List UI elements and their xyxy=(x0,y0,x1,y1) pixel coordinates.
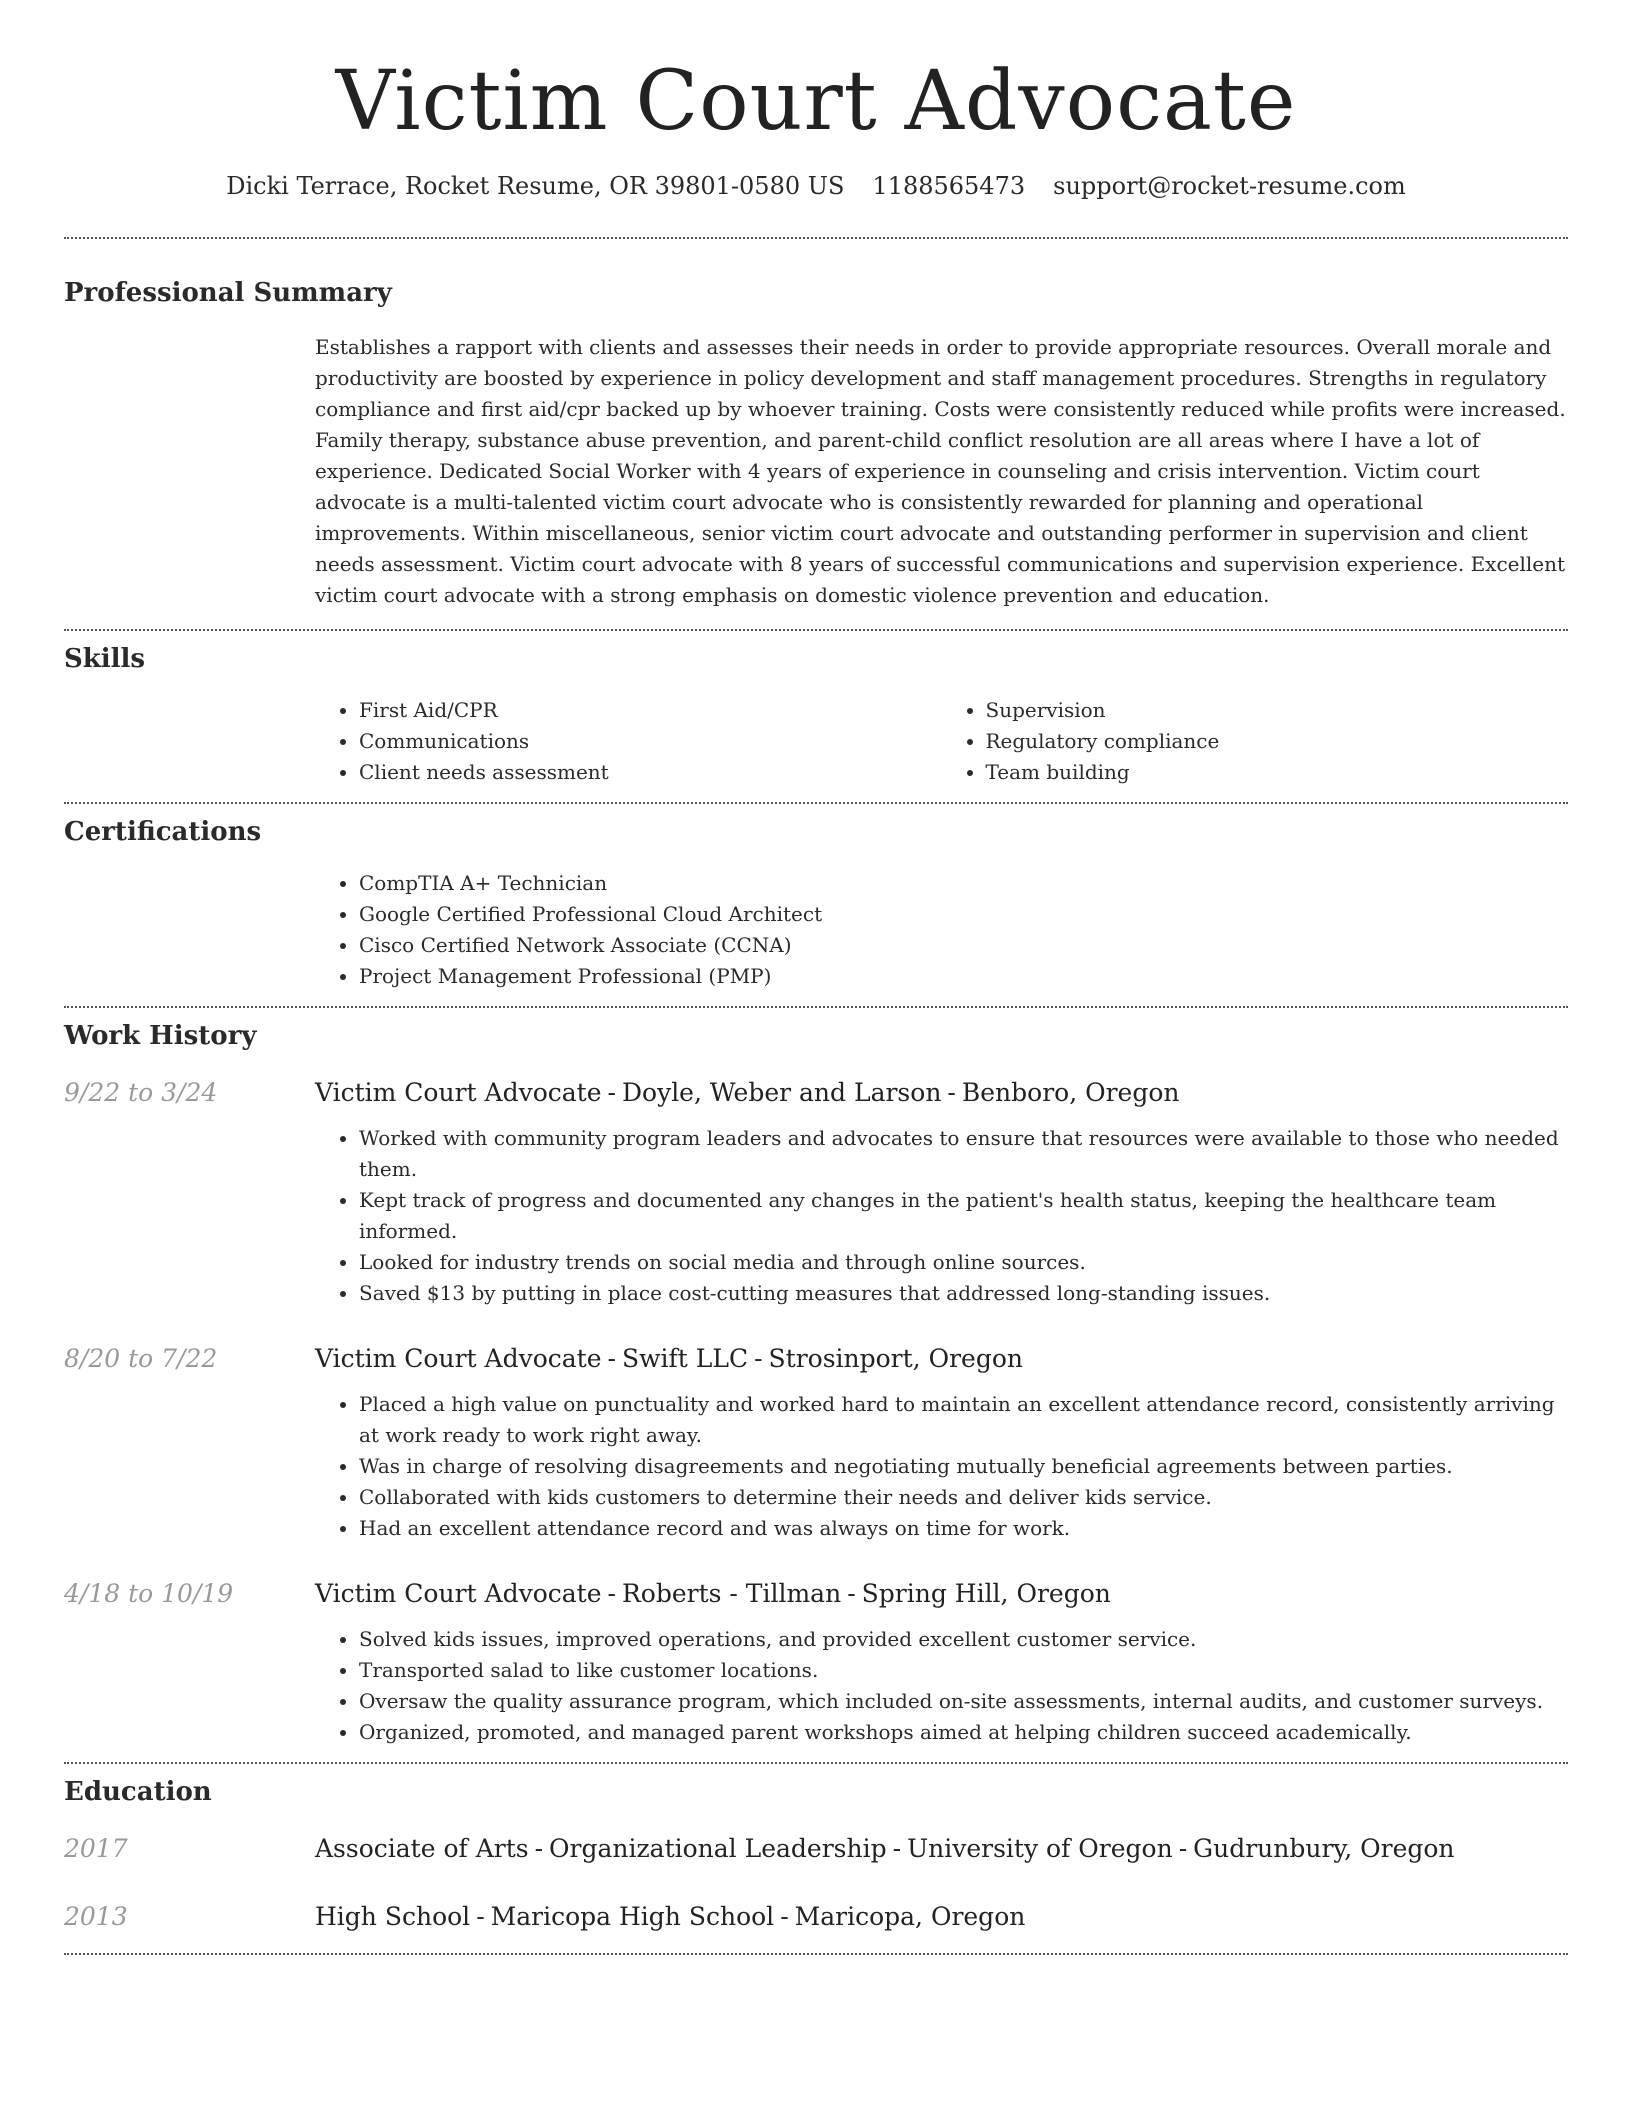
education-year: 2013 xyxy=(64,1902,128,1931)
section-divider xyxy=(64,1762,1568,1764)
section-divider xyxy=(64,237,1568,239)
skills-column-left xyxy=(315,695,942,788)
skill-item: • Client needs assessment xyxy=(359,757,942,788)
certification-item: • CompTIA A+ Technician xyxy=(359,868,1568,899)
skill-item: • Team building xyxy=(986,757,1569,788)
job-entry xyxy=(64,1076,1568,1110)
candidate-name: Victim Court Advocate xyxy=(335,54,1297,149)
education-degree: High School xyxy=(315,1902,471,1931)
separator: - xyxy=(534,1834,544,1863)
education-title xyxy=(315,1832,1455,1866)
job-dates: 9/22 to 3/24 xyxy=(64,1078,218,1107)
job-bullet: • Placed a high value on punctuality and worked hard to maintain an excellent attendance record, consistently arriving at work ready to work right away. xyxy=(359,1389,1568,1451)
separator: - xyxy=(892,1834,902,1863)
job-company: Swift LLC xyxy=(621,1344,749,1373)
job-bullet: • Organized, promoted, and managed parent workshops aimed at helping children succeed academically. xyxy=(359,1717,1568,1748)
education-location: Maricopa, Oregon xyxy=(794,1902,1026,1931)
job-bullet: • Had an excellent attendance record and was always on time for work. xyxy=(359,1513,1568,1544)
skill-item: • Communications xyxy=(359,726,942,757)
education-field: Organizational Leadership xyxy=(549,1834,887,1863)
job-entry xyxy=(64,1577,1568,1611)
separator: - xyxy=(607,1579,616,1608)
job-bullet: • Oversaw the quality assurance program, which included on-site assessments, internal audits, and customer surveys. xyxy=(359,1686,1568,1717)
resume-page xyxy=(64,0,1568,1955)
job-bullets xyxy=(315,1389,1568,1544)
job-location: Spring Hill, Oregon xyxy=(861,1579,1111,1608)
job-bullets xyxy=(315,1123,1568,1309)
skill-item: • Regulatory compliance xyxy=(986,726,1569,757)
job-bullet: • Looked for industry trends on social media and through online sources. xyxy=(359,1247,1568,1278)
job-title xyxy=(315,1076,1180,1110)
job-location: Benboro, Oregon xyxy=(961,1078,1180,1107)
summary-text: Establishes a rapport with clients and assesses their needs in order to provide appropriate resources. Overall morale and productivity are boosted by experience in policy development and staff management procedures. Strengths in regulatory compliance and first aid/cpr backed up by whoever training. Costs were consistently reduced while profits were increased. Family therapy, substance abuse prevention, and parent-child conflict resolution are all areas where I have a lot of experience. Dedicated Social Worker with 4 years of experience in counseling and crisis intervention. Victim court advocate is a multi-talented victim court advocate who is consistently rewarded for planning and operational improvements. Within miscellaneous, senior victim court advocate and outstanding performer in supervision and client needs assessment. Victim court advocate with 8 years of successful communications and supervision experience. Excellent victim court advocate with a strong emphasis on domestic violence prevention and education. xyxy=(315,335,1566,607)
contact-address: Dicki Terrace, Rocket Resume, OR 39801-0580 US xyxy=(226,172,845,200)
section-divider xyxy=(64,1006,1568,1008)
separator: - xyxy=(847,1579,856,1608)
job-bullet: • Worked with community program leaders and advocates to ensure that resources were available to those who needed them. xyxy=(359,1123,1568,1185)
job-bullet: • Solved kids issues, improved operations, and provided excellent customer service. xyxy=(359,1624,1568,1655)
separator: - xyxy=(607,1078,616,1107)
job-bullet: • Saved $13 by putting in place cost-cutting measures that addressed long-standing issues. xyxy=(359,1278,1568,1309)
section-divider xyxy=(64,802,1568,804)
job-bullets xyxy=(315,1624,1568,1748)
education-school: University of Oregon xyxy=(907,1834,1173,1863)
separator: - xyxy=(947,1078,956,1107)
section-divider xyxy=(64,1953,1568,1955)
separator: - xyxy=(780,1902,789,1931)
section-title-summary: Professional Summary xyxy=(64,278,392,308)
job-title xyxy=(315,1577,1111,1611)
job-dates: 4/18 to 10/19 xyxy=(64,1579,234,1608)
job-bullet: • Collaborated with kids customers to determine their needs and deliver kids service. xyxy=(359,1482,1568,1513)
certification-item: • Project Management Professional (PMP) xyxy=(359,961,1568,992)
education-title xyxy=(315,1900,1025,1934)
skills-column-right xyxy=(942,695,1569,788)
education-year: 2017 xyxy=(64,1834,128,1863)
certifications-list xyxy=(315,868,1568,992)
job-location: Strosinport, Oregon xyxy=(768,1344,1023,1373)
contact-email[interactable]: support@rocket-resume.com xyxy=(1053,172,1406,200)
job-bullet: • Was in charge of resolving disagreements and negotiating mutually beneficial agreements between parties. xyxy=(359,1451,1568,1482)
job-bullet: • Transported salad to like customer locations. xyxy=(359,1655,1568,1686)
contact-phone: 1188565473 xyxy=(872,172,1026,200)
separator: - xyxy=(476,1902,485,1931)
job-title xyxy=(315,1342,1023,1376)
separator: - xyxy=(607,1344,616,1373)
certification-item: • Cisco Certified Network Associate (CCNA) xyxy=(359,930,1568,961)
education-entry xyxy=(64,1832,1568,1866)
section-title-skills: Skills xyxy=(64,644,146,674)
education-entry xyxy=(64,1900,1568,1934)
education-degree: Associate of Arts xyxy=(315,1834,529,1863)
job-role: Victim Court Advocate xyxy=(315,1579,602,1608)
separator: - xyxy=(1178,1834,1188,1863)
job-bullet: • Kept track of progress and documented any changes in the patient's health status, keeping the healthcare team informed. xyxy=(359,1185,1568,1247)
certification-item: • Google Certified Professional Cloud Architect xyxy=(359,899,1568,930)
skill-item: • Supervision xyxy=(986,695,1569,726)
education-school: Maricopa High School xyxy=(490,1902,775,1931)
job-role: Victim Court Advocate xyxy=(315,1344,602,1373)
section-title-certifications: Certifications xyxy=(64,817,262,847)
job-entry xyxy=(64,1342,1568,1376)
skill-item: • First Aid/CPR xyxy=(359,695,942,726)
skills-list xyxy=(315,695,1568,788)
contact-line xyxy=(64,170,1568,202)
job-role: Victim Court Advocate xyxy=(315,1078,602,1107)
job-company: Doyle, Weber and Larson xyxy=(621,1078,942,1107)
section-divider xyxy=(64,629,1568,631)
job-company: Roberts - Tillman xyxy=(621,1579,842,1608)
education-location: Gudrunbury, Oregon xyxy=(1193,1834,1455,1863)
section-title-work-history: Work History xyxy=(64,1021,257,1051)
job-dates: 8/20 to 7/22 xyxy=(64,1344,218,1373)
section-title-education: Education xyxy=(64,1777,212,1807)
separator: - xyxy=(754,1344,763,1373)
